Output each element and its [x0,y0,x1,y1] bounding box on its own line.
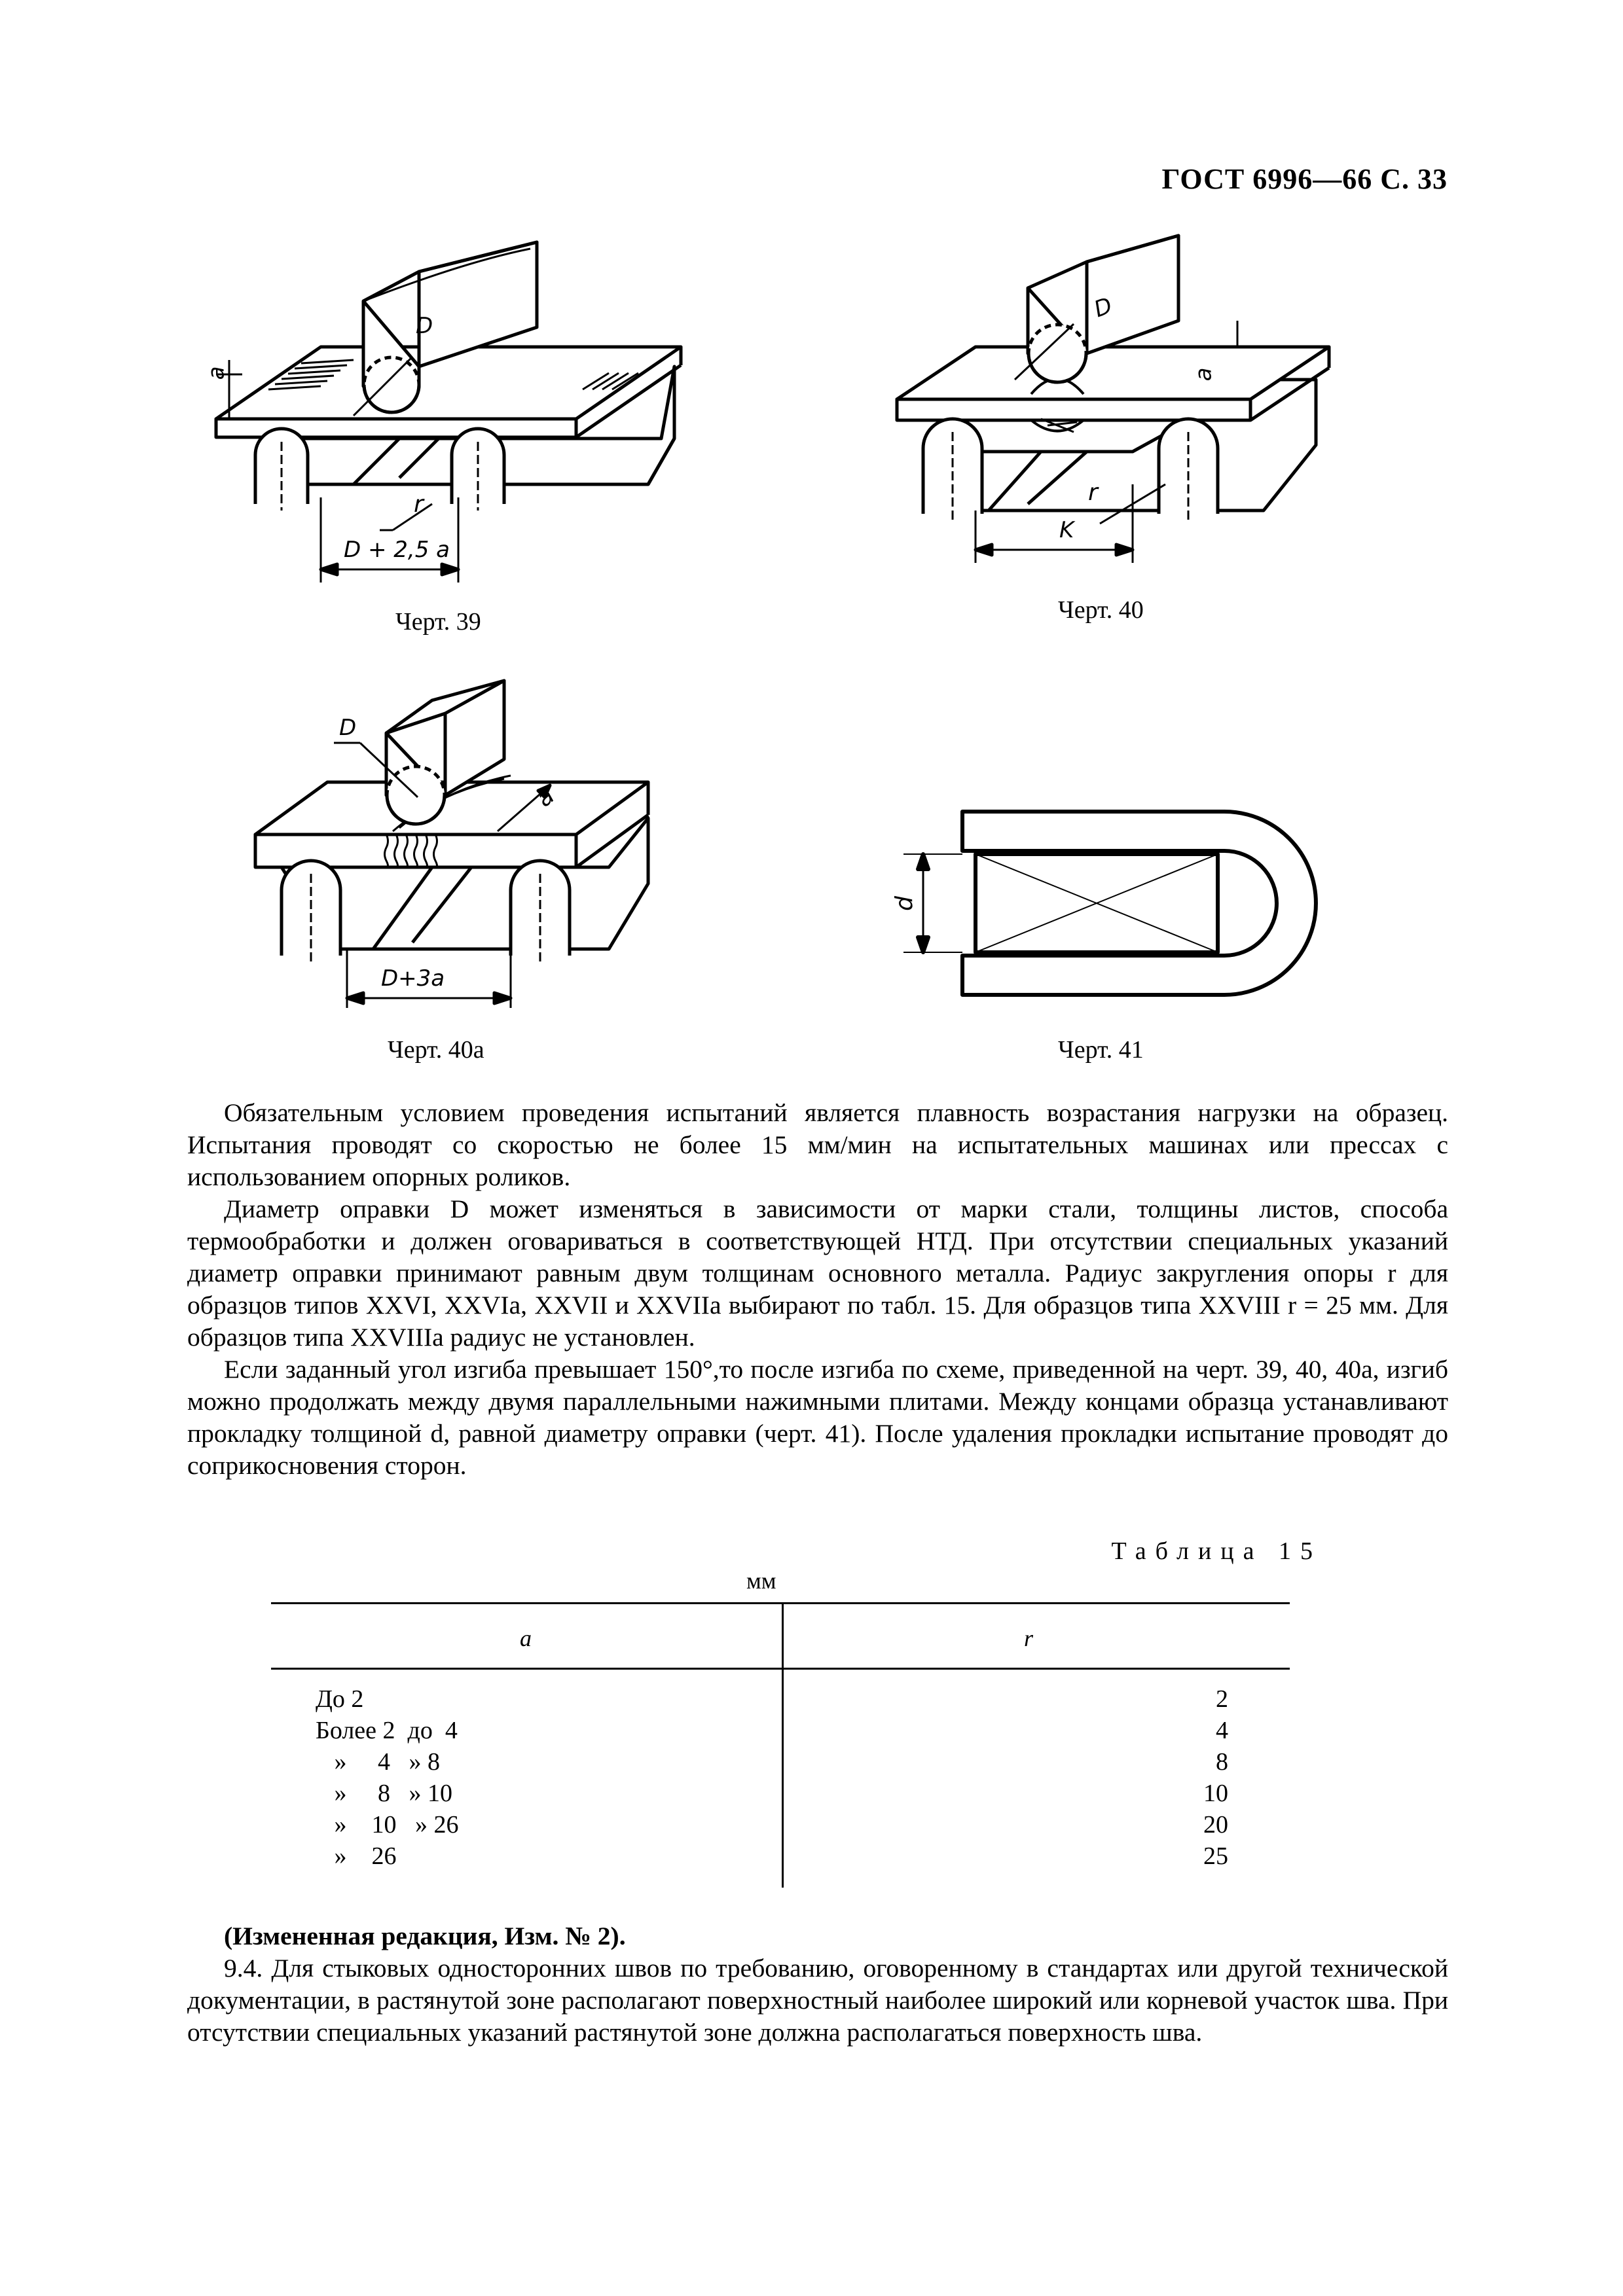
paragraph-1: Обязательным условием проведения испытаний является плавность возрастания нагрузки на образец. Испытания проводят со скоростью не более 15 мм/мин на испытательных машинах или прессах с использованием опорных роликов. [187,1098,1448,1191]
paragraph-3: Если заданный угол изгиба превышает 150°,то после изгиба по схеме, приведенной на черт. 39, 40, 40а, изгиб можно продолжать между двумя параллельными нажимными плитами. Между концами образца устанавливают прокладку толщиной d, равной диаметру оправки (черт. 41). После удаления прокладки испытание проводят до соприкосновения сторон. [187,1355,1448,1480]
fig40-label-K: K [1059,517,1074,543]
figure-40 [884,223,1329,576]
table-row-r: 20 [1203,1811,1228,1839]
section-9-4: 9.4. Для стыковых односторонних швов по требованию, оговоренному в стандартах или другой технической документации, в растянутой зоне располагают поверхностный наиболее широкий или корневой участок шва. При отсутствии специальных указаний растянутой зоне должна располагаться поверхность шва. [187,1954,1448,2047]
table-header-rule [271,1668,1290,1670]
figure-41 [890,798,1322,1008]
table-row-a: » 8 » 10 [316,1780,452,1807]
fig40-label-D: D [1090,292,1116,323]
figure-40-drawing [884,223,1329,576]
page-header: ГОСТ 6996—66 С. 33 [1161,163,1448,195]
table-header-a: a [520,1625,532,1651]
table-row-a: » 26 [316,1842,397,1870]
table-15 [271,1602,1290,1888]
figure-41-caption: Черт. 41 [1058,1036,1144,1064]
fig40-label-r: r [1088,479,1098,506]
figure-40-caption: Черт. 40 [1058,596,1144,624]
fig39-label-D: D [416,313,433,339]
figure-39 [203,223,701,589]
table-row-r: 4 [1216,1717,1228,1744]
table-row-r: 2 [1216,1685,1228,1713]
fig39-label-a: a [203,366,230,380]
figure-41-drawing [890,798,1322,1008]
figure-40a [242,668,661,1021]
fig40-label-a: a [1190,367,1217,382]
table-row-a: Более 2 до 4 [316,1717,458,1744]
figure-40a-caption: Черт. 40а [388,1036,484,1064]
fig40a-label-dim: D+3a [381,965,445,992]
fig39-label-dim: D + 2,5 a [344,537,450,563]
table-unit: мм [746,1568,776,1594]
fig41-label-d: d [890,896,918,911]
table-column-divider [782,1602,784,1888]
table-row-r: 10 [1203,1780,1228,1807]
table-header-r: r [1024,1625,1034,1651]
amendment-note: (Измененная редакция, Изм. № 2). [224,1922,626,1950]
paragraph-2: Диаметр оправки D может изменяться в зависимости от марки стали, толщины листов, способа термообработки и должен оговариваться в соответствующей НТД. При отсутствии специальных указаний диаметр оправки принимают равным двум толщинам основного металла. Радиус закругления опоры r для образцов типов XXVI, XXVIa, XXVII и XXVIIa выбирают по табл. 15. Для образцов типа XXVIII r = 25 мм. Для образцов типа XXVIIIa радиус не установлен. [187,1194,1448,1352]
table-top-rule [271,1602,1290,1604]
figure-39-caption: Черт. 39 [395,608,481,636]
table-row-r: 8 [1216,1748,1228,1776]
fig40a-label-D: D [339,715,357,741]
amendment-block [187,1920,1448,2049]
table-row-a: » 4 » 8 [316,1748,440,1776]
figure-39-drawing [203,223,701,589]
table-row-a: » 10 » 26 [316,1811,459,1839]
figure-40a-drawing [242,668,661,1021]
table-row-r: 25 [1203,1842,1228,1870]
fig40a-label-a: a [531,782,560,813]
table-title: Таблица 15 [1111,1537,1322,1565]
table-row-a: До 2 [316,1685,364,1713]
body-text [187,1097,1448,1482]
fig39-label-r: r [414,491,424,518]
